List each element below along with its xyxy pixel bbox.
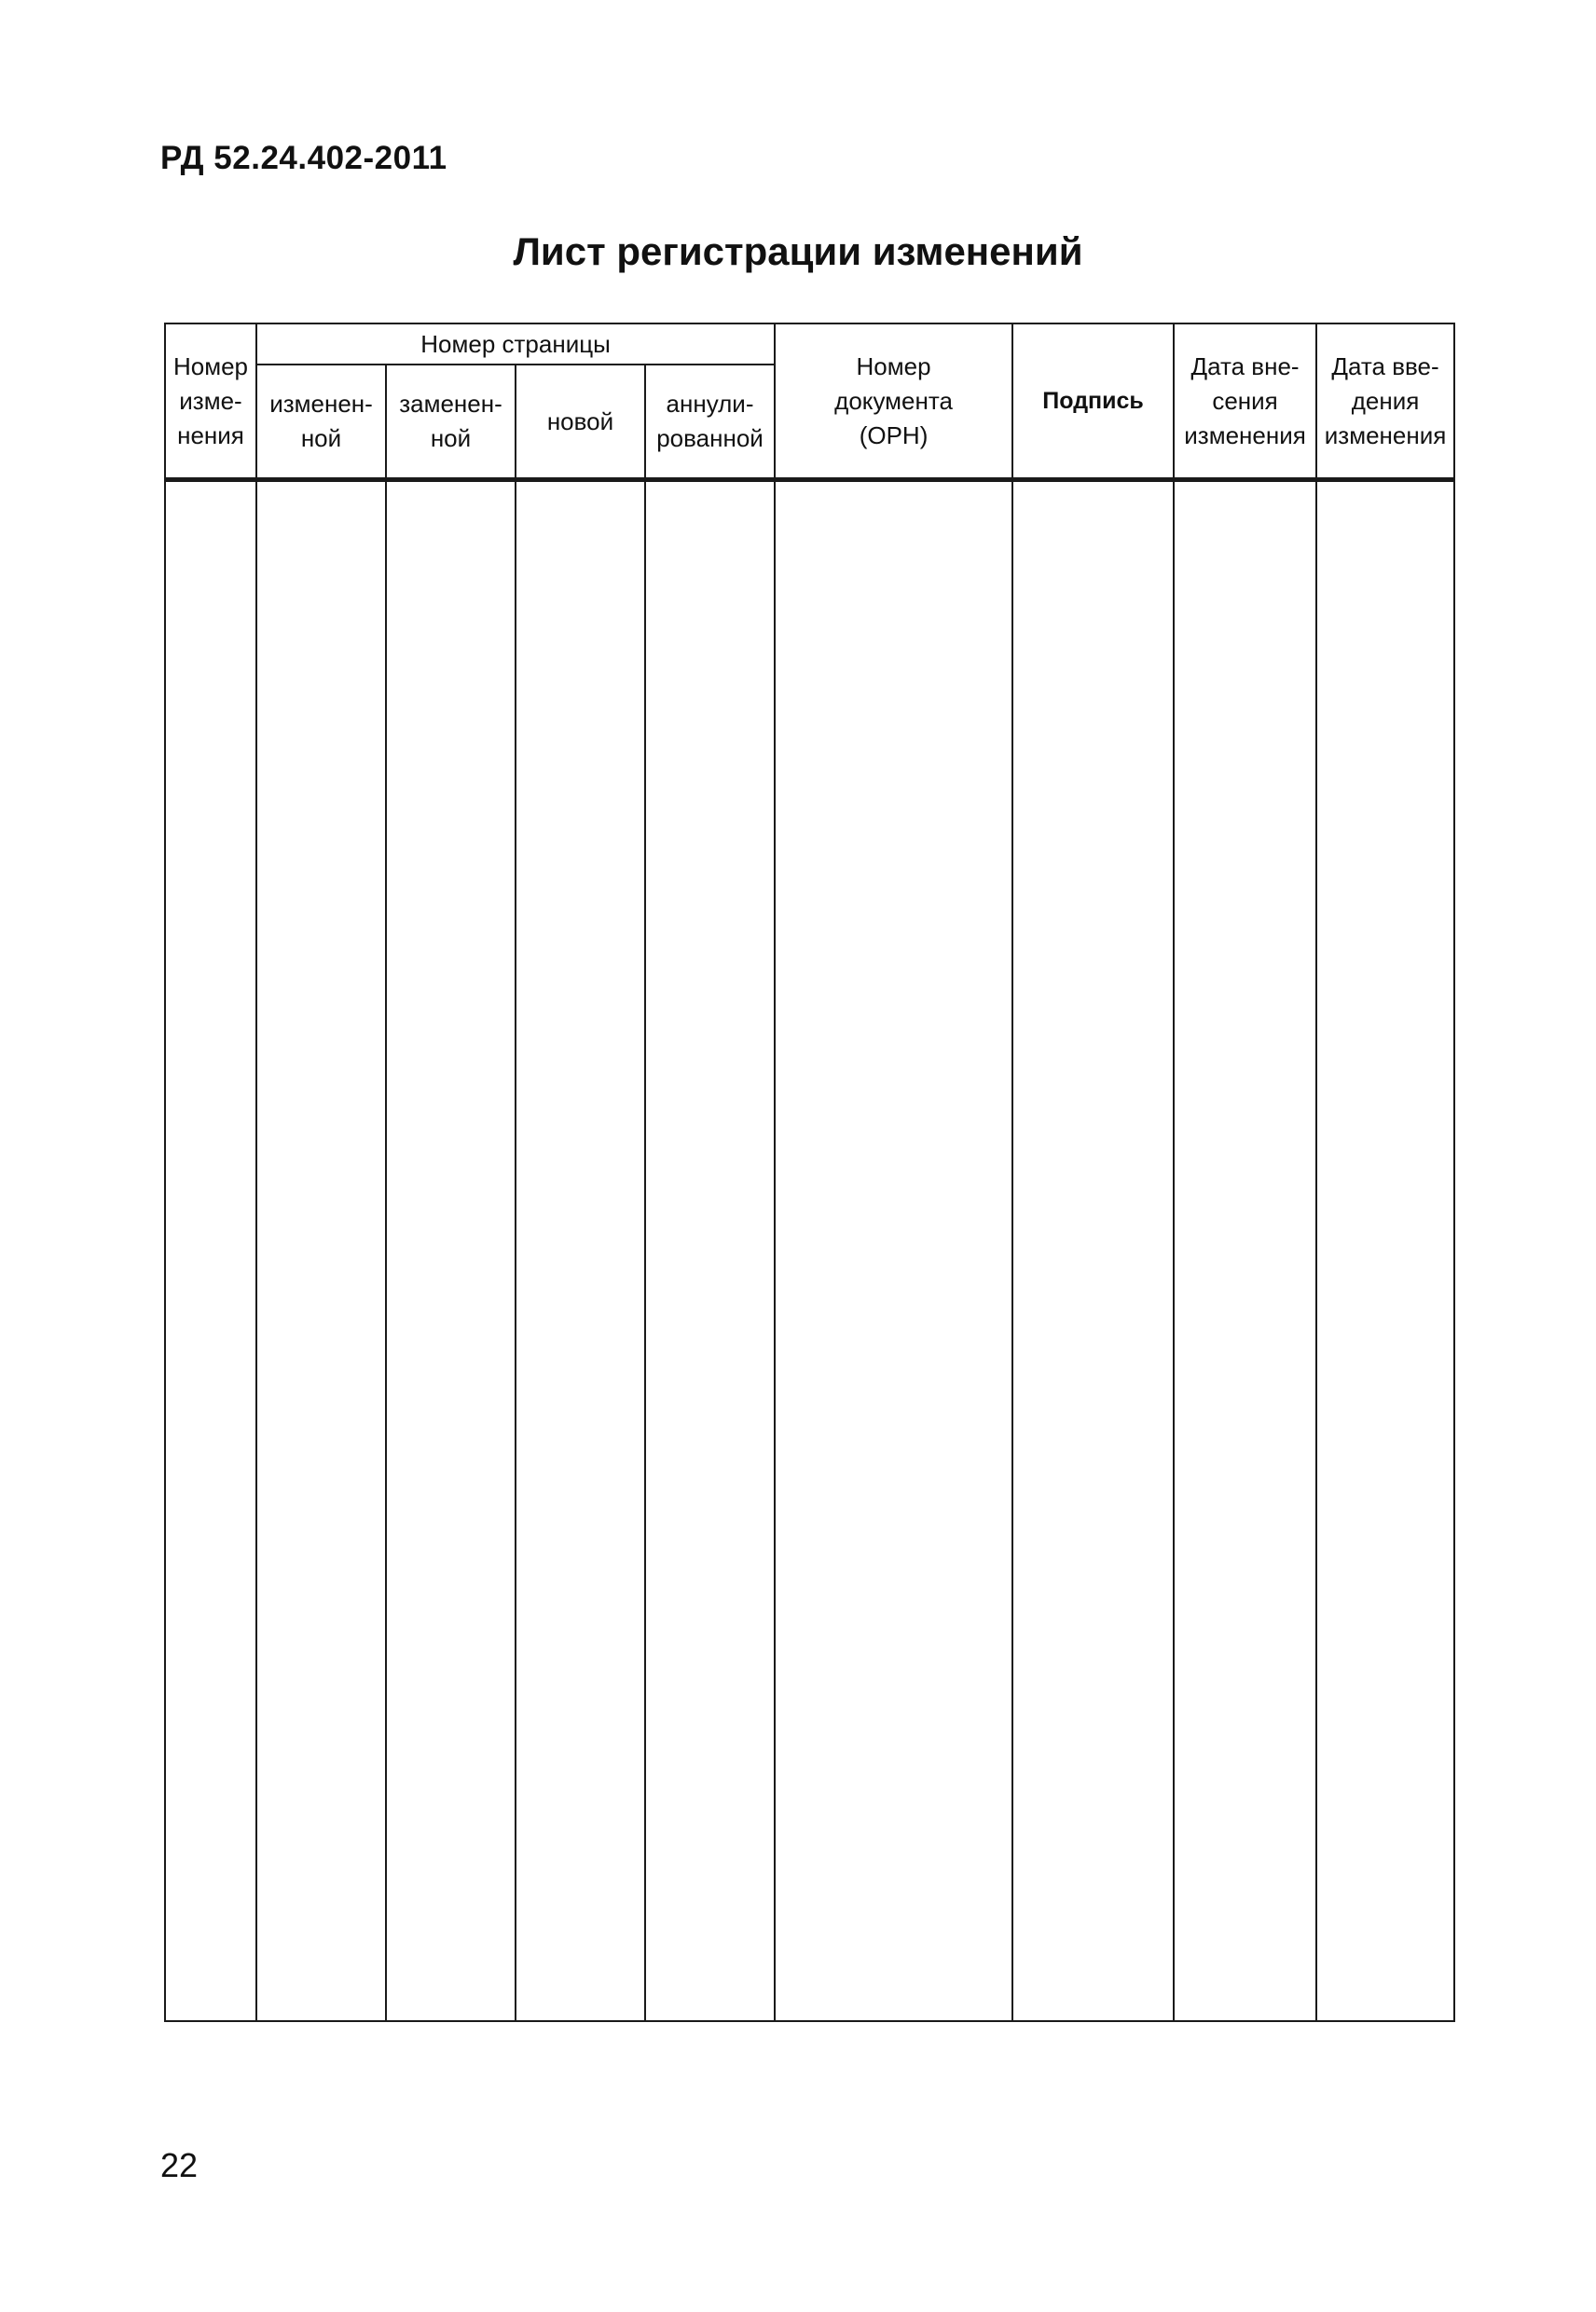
cell-change-number <box>165 480 256 2022</box>
page-number: 22 <box>160 2146 199 2184</box>
cell-date-introduced <box>1316 480 1454 2022</box>
header-page-annulled: аннули- рованной <box>645 365 775 480</box>
header-change-number: Номер изме- нения <box>165 323 256 480</box>
header-page-new: новой <box>516 365 645 480</box>
header-document-number: Номер документа (ОРН) <box>775 323 1012 480</box>
header-signature: Подпись <box>1012 323 1174 480</box>
cell-date-entered <box>1174 480 1316 2022</box>
cell-page-replaced <box>386 480 516 2022</box>
table-header-row-top <box>165 323 1454 365</box>
cell-signature <box>1012 480 1174 2022</box>
header-page-replaced: заменен- ной <box>386 365 516 480</box>
header-date-introduced: Дата вве- дения изменения <box>1316 323 1454 480</box>
table-body-row <box>165 480 1454 2022</box>
change-registration-table <box>164 323 1455 2022</box>
header-page-changed: изменен- ной <box>256 365 386 480</box>
document-code: РД 52.24.402-2011 <box>160 140 447 176</box>
cell-page-changed <box>256 480 386 2022</box>
cell-page-annulled <box>645 480 775 2022</box>
cell-document-number <box>775 480 1012 2022</box>
cell-page-new <box>516 480 645 2022</box>
change-registration-table-container <box>164 323 1455 2022</box>
header-date-entered: Дата вне- сения изменения <box>1174 323 1316 480</box>
header-page-number-group: Номер страницы <box>256 323 775 365</box>
page-title: Лист регистрации изменений <box>513 229 1083 273</box>
